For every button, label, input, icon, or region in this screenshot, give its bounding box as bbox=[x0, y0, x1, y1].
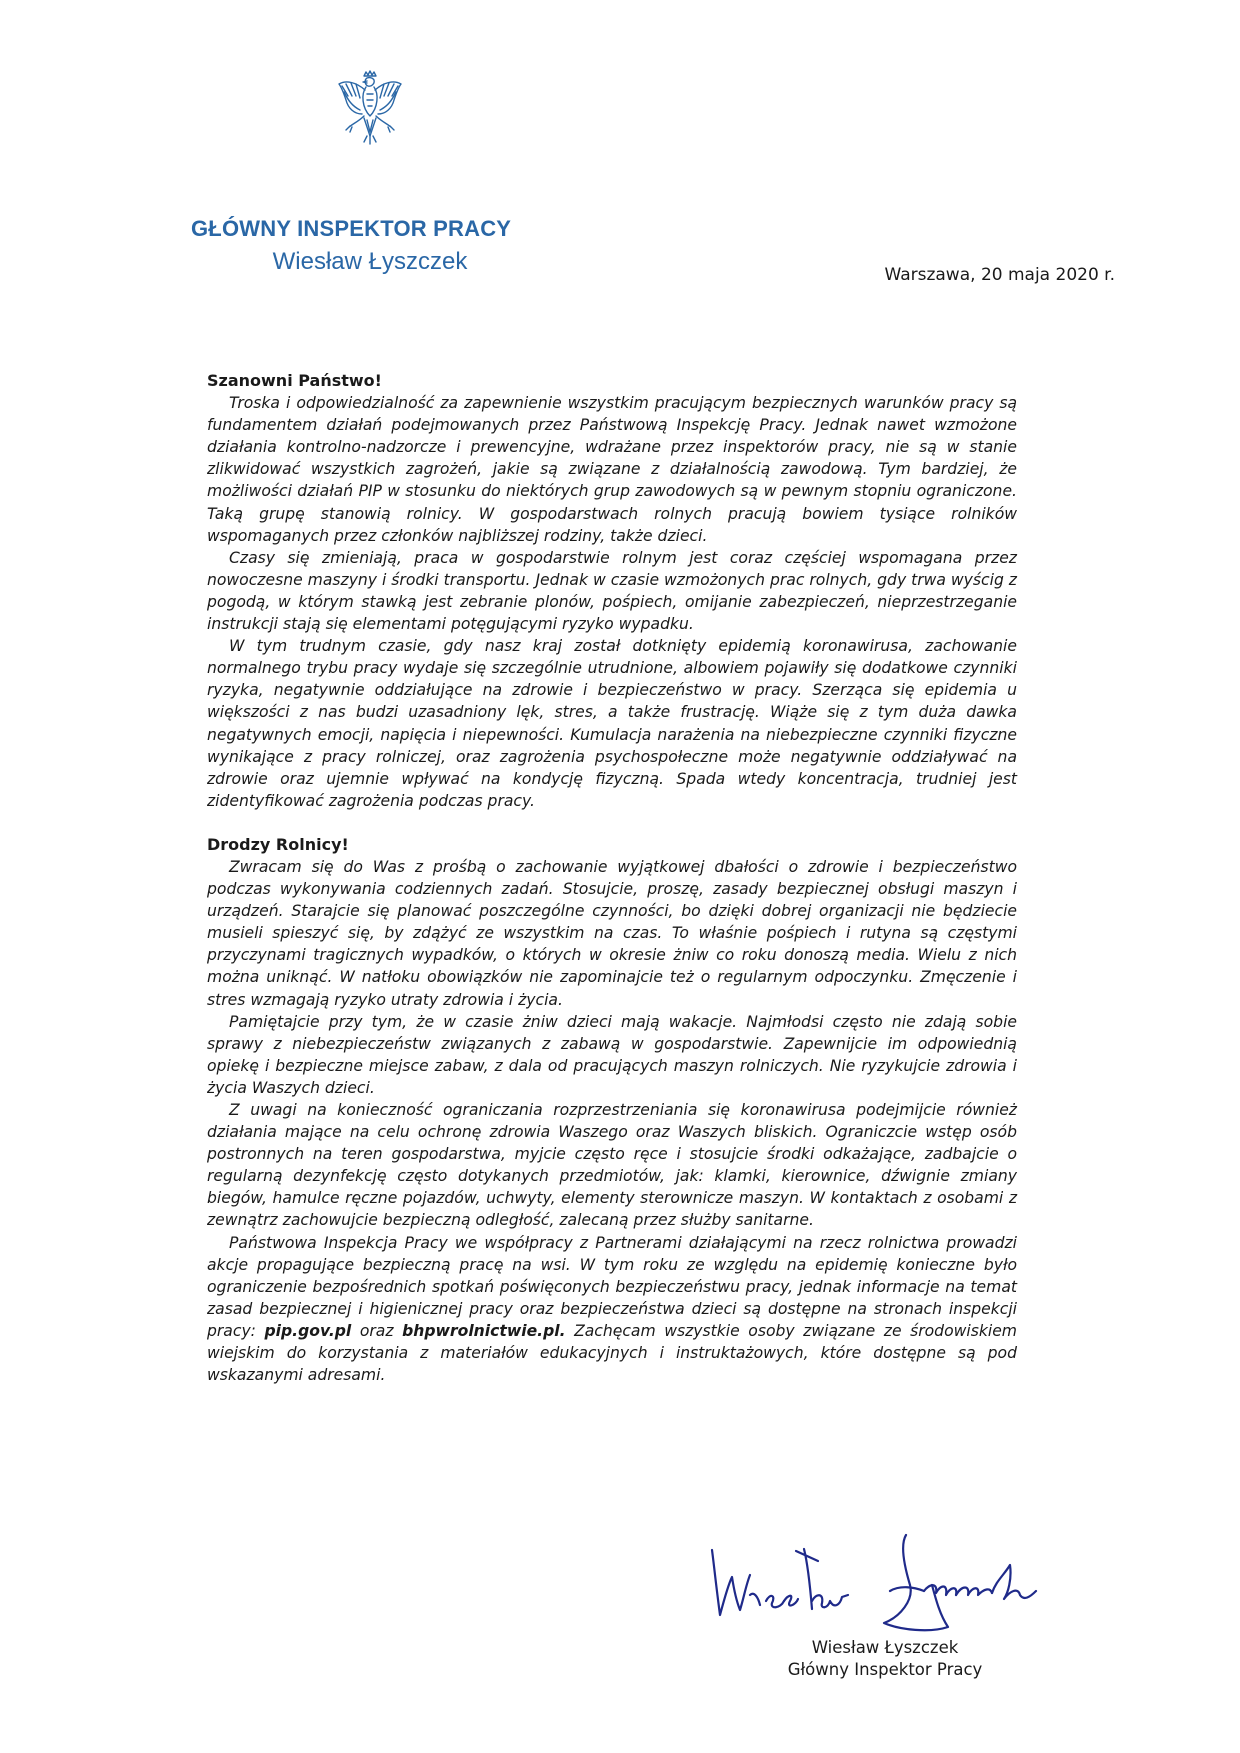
signer-name: Wiesław Łyszczek bbox=[811, 1638, 959, 1657]
paragraph: Zwracam się do Was z prośbą o zachowanie wyjątkowej dbałości o zdrowie i bezpieczeństwo podczas wykonywania codziennych zadań. Stosujcie, proszę, zasady bezpiecznej obsługi maszyn i urządzeń. Starajcie się planować poszczególne czynności, bo dzięki dobrej organizacji nie będziecie musieli spieszyć się, by zdążyć ze wszystkim na czas. To właśnie pośpiech i rutyna są częstymi przyczynami tragicznych wypadków, o których w okresie żniw co roku donoszą media. Wielu z nich można uniknąć. W natłoku obowiązków nie zapominajcie też o regularnym odpoczynku. Zmęczenie i stres wzmagają ryzyko utraty zdrowia i życia. bbox=[207, 857, 1017, 1009]
paragraph: W tym trudnym czasie, gdy nasz kraj został dotknięty epidemią koronawirusa, zachowanie normalnego trybu pracy wydaje się szczególnie utrudnione, albowiem pojawiły się dodatkowe czynniki ryzyka, negatywnie oddziałujące na zdrowie i bezpieczeństwo w pracy. Szerząca się epidemia u większości z nas budzi uzasadniony lęk, stres, a także frustrację. Wiąże się z tym duża dawka negatywnych emocji, napięcia i niepewności. Kumulacja narażenia na niebezpieczne czynniki fizyczne wynikające z pracy rolniczej, oraz zagrożenia psychospołeczne może negatywnie oddziaływać na zdrowie oraz ujemnie wpływać na kondycję fizyczną. Spada wtedy koncentracja, trudniej jest zidentyfikować zagrożenia podczas pracy. bbox=[207, 637, 1017, 810]
link-bhpwrolnictwie[interactable]: bhpwrolnictwie.pl. bbox=[402, 1321, 566, 1340]
text: oraz bbox=[351, 1321, 403, 1340]
text: Zachęcam wszystkie osoby związane ze środowiskiem wiejskim do korzystania z materiałów edukacyjnych i instruktażowych, które dostępne są pod wskazanymi adresami. bbox=[207, 1321, 1017, 1385]
text: Państwowa Inspekcja Pracy we współpracy z Partnerami działającymi na rzecz rolnictwa prowadzi akcje propagujące bezpieczną pracę na wsi. W tym roku ze względu na epidemię konieczne było ograniczenie bezpośrednich spotkań poświęconych bezpieczeństwu pracy, jednak informacje na temat zasad bezpiecznej i higienicznej pracy oraz bezpieczeństwa dzieci są dostępne na stronach inspekcji pracy: bbox=[207, 1233, 1017, 1340]
signer-title: Główny Inspektor Pracy bbox=[787, 1660, 983, 1679]
section-greeting bbox=[207, 370, 1017, 812]
paragraph-final bbox=[207, 1232, 1017, 1387]
date-line: Warszawa, 20 maja 2020 r. bbox=[884, 265, 1115, 285]
link-pip[interactable]: pip.gov.pl bbox=[264, 1321, 352, 1340]
paragraph: Czasy się zmieniają, praca w gospodarstwie rolnym jest coraz częściej wspomagana przez nowoczesne maszyny i środki transportu. Jednak w czasie wzmożonych prac rolnych, gdy trwa wyścig z pogodą, w którym stawką jest zebranie plonów, pośpiech, omijanie zabezpieczeń, nieprzestrzeganie instrukcji stają się elementami potęgującymi ryzyko wypadku. bbox=[207, 548, 1017, 634]
handwritten-signature-icon bbox=[700, 1505, 1080, 1645]
signer-block bbox=[760, 1637, 1010, 1681]
paragraph: Troska i odpowiedzialność za zapewnienie wszystkim pracującym bezpiecznych warunków pracy są fundamentem działań podejmowanych przez Państwową Inspekcję Pracy. Jednak nawet wzmożone działania kontrolno-nadzorcze i prewencyjne, wdrażane przez inspektorów pracy, nie są w stanie zlikwidować wszystkich zagrożeń, jakie są związane z działalnością zawodową. Tym bardziej, że możliwości działań PIP w stosunku do niektórych grup zawodowych są w pewnym stopniu ograniczone. Taką grupę stanowią rolnicy. W gospodarstwach rolnych pracują bowiem tysiące rolników wspomaganych przez członków najbliższej rodziny, także dzieci. bbox=[207, 394, 1017, 545]
letterhead bbox=[191, 70, 535, 276]
org-title: GŁÓWNY INSPEKTOR PRACY bbox=[191, 216, 512, 241]
signature bbox=[700, 1505, 1080, 1645]
polish-eagle-emblem-icon bbox=[334, 70, 406, 148]
salutation: Drodzy Rolnicy! bbox=[207, 834, 349, 854]
paragraph: Pamiętajcie przy tym, że w czasie żniw dzieci mają wakacje. Najmłodsi często nie zdają sobie sprawy z niebezpieczeństw związanych z zabawą w gospodarstwie. Zapewnijcie im odpowiednią opiekę i bezpieczne miejsce zabaw, z dala od pracujących maszyn rolniczych. Nie ryzykujcie zdrowia i życia Waszych dzieci. bbox=[207, 1012, 1017, 1097]
paragraph: Z uwagi na konieczność ograniczania rozprzestrzeniania się koronawirusa podejmijcie również działania mające na celu ochronę zdrowia Waszego oraz Waszych bliskich. Ograniczcie wstęp osób postronnych na teren gospodarstwa, myjcie często ręce i stosujcie środki odkażające, zadbajcie o regularną dezynfekcję często dotykanych przedmiotów, jak: klamki, kierownice, dźwignie zmiany biegów, hamulce ręczne pojazdów, uchwyty, elementy sterownicze maszyn. W kontaktach z osobami z zewnątrz zachowujcie bezpieczną odległość, zalecaną przez służby sanitarne. bbox=[207, 1101, 1017, 1230]
letter-body bbox=[207, 370, 1017, 1386]
section-farmers bbox=[207, 834, 1017, 1386]
org-head-name: Wiesław Łyszczek bbox=[272, 248, 468, 275]
salutation: Szanowni Państwo! bbox=[207, 371, 382, 390]
